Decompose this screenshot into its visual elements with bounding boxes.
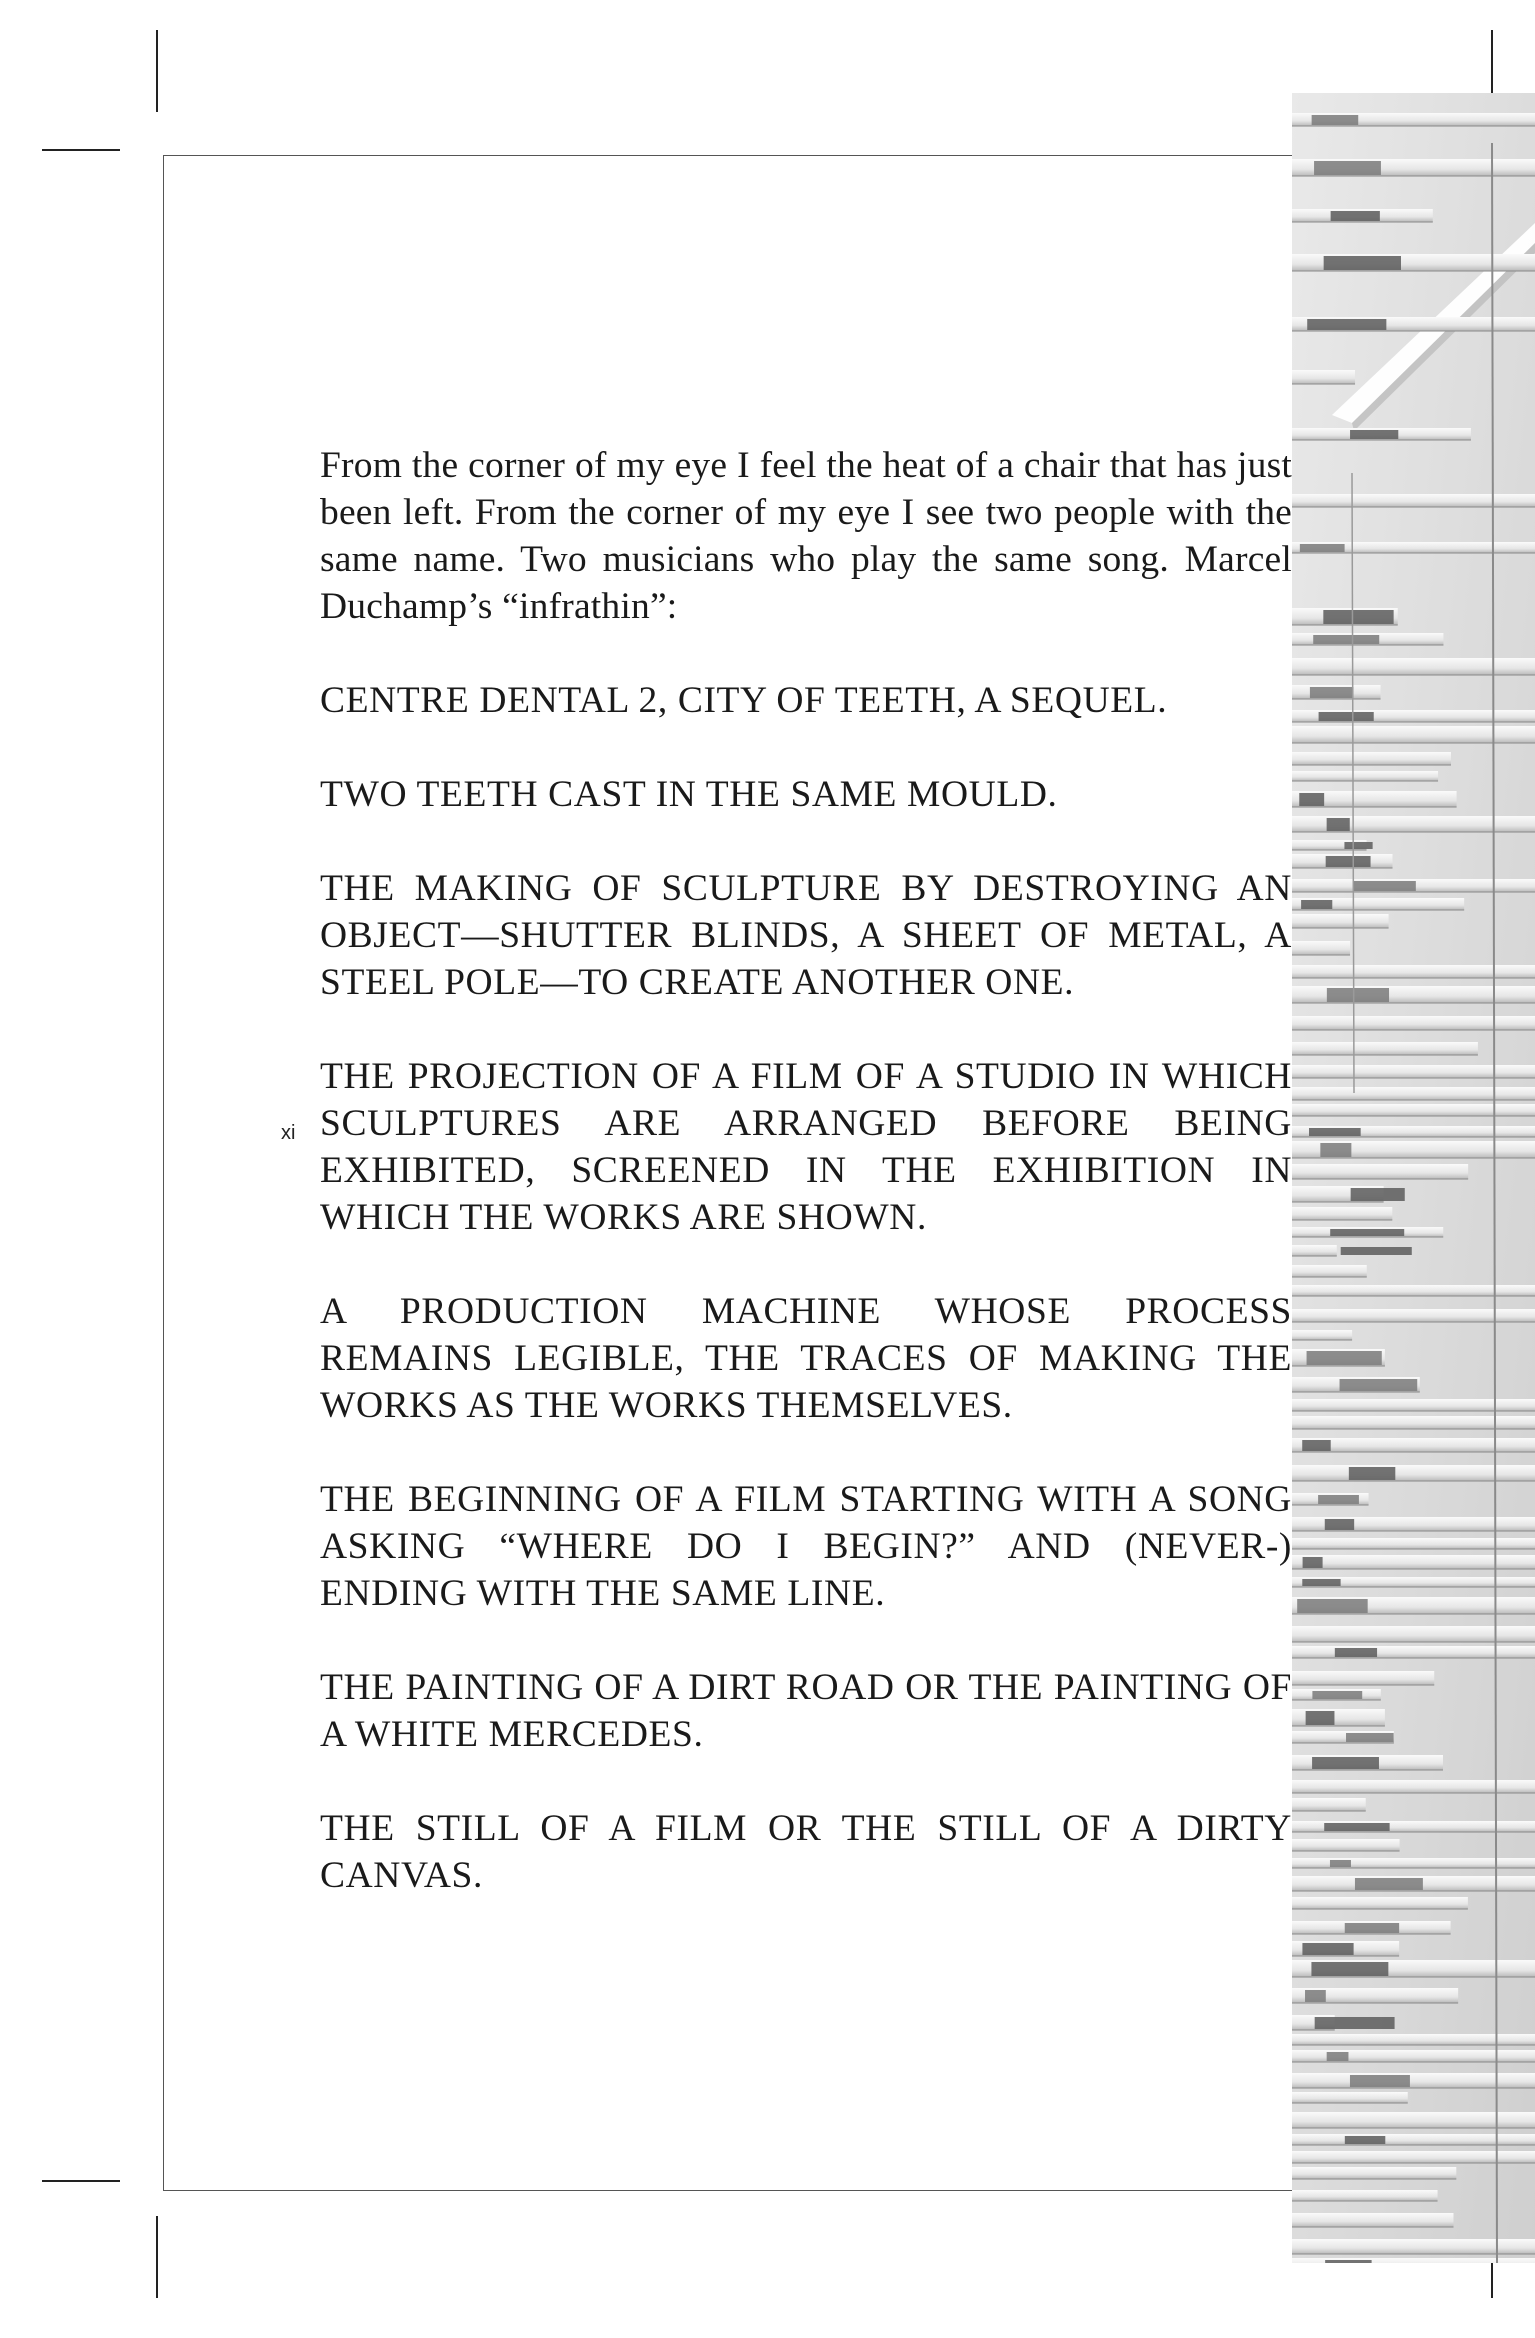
list-item: A PRODUCTION MACHINE WHOSE PROCESS REMAINS LEGIBLE, THE TRACES OF MAKING THE WORKS AS THE WORKS THEMSELVES. bbox=[320, 1291, 1292, 1426]
crop-mark-bottom-left-horizontal bbox=[42, 2180, 120, 2182]
intro-paragraph: From the corner of my eye I feel the heat of a chair that has just been left. From the corner of my eye I see two people with the same name. Two musicians who play the same song. Marcel Duchamp’s “infrathin”: bbox=[320, 445, 1292, 627]
crop-mark-top-left-vertical bbox=[156, 30, 158, 112]
list-item: THE PAINTING OF A DIRT ROAD OR THE PAINTING OF A WHITE MERCEDES. bbox=[320, 1667, 1292, 1755]
crop-mark-top-left-horizontal bbox=[42, 149, 120, 151]
shutter-blinds-photo bbox=[1292, 93, 1535, 2263]
list-item: THE MAKING OF SCULPTURE BY DESTROYING AN OBJECT—SHUTTER BLINDS, A SHEET OF METAL, A STEEL POLE—TO CREATE ANOTHER ONE. bbox=[320, 868, 1292, 1003]
page-number: xi bbox=[281, 1122, 296, 1144]
list-item: THE STILL OF A FILM OR THE STILL OF A DIRTY CANVAS. bbox=[320, 1808, 1292, 1896]
crop-mark-bottom-left-vertical bbox=[156, 2216, 158, 2298]
list-item: TWO TEETH CAST IN THE SAME MOULD. bbox=[320, 774, 1058, 815]
list-item: THE BEGINNING OF A FILM STARTING WITH A SONG ASKING “WHERE DO I BEGIN?” AND (NEVER-) ENDING WITH THE SAME LINE. bbox=[320, 1479, 1292, 1614]
body-text bbox=[320, 442, 1292, 1946]
list-item: THE PROJECTION OF A FILM OF A STUDIO IN WHICH SCULPTURES ARE ARRANGED BEFORE BEING EXHIBITED, SCREENED IN THE EXHIBITION IN WHICH THE WORKS ARE SHOWN. bbox=[320, 1056, 1292, 1238]
list-item: CENTRE DENTAL 2, CITY OF TEETH, A SEQUEL. bbox=[320, 680, 1168, 721]
